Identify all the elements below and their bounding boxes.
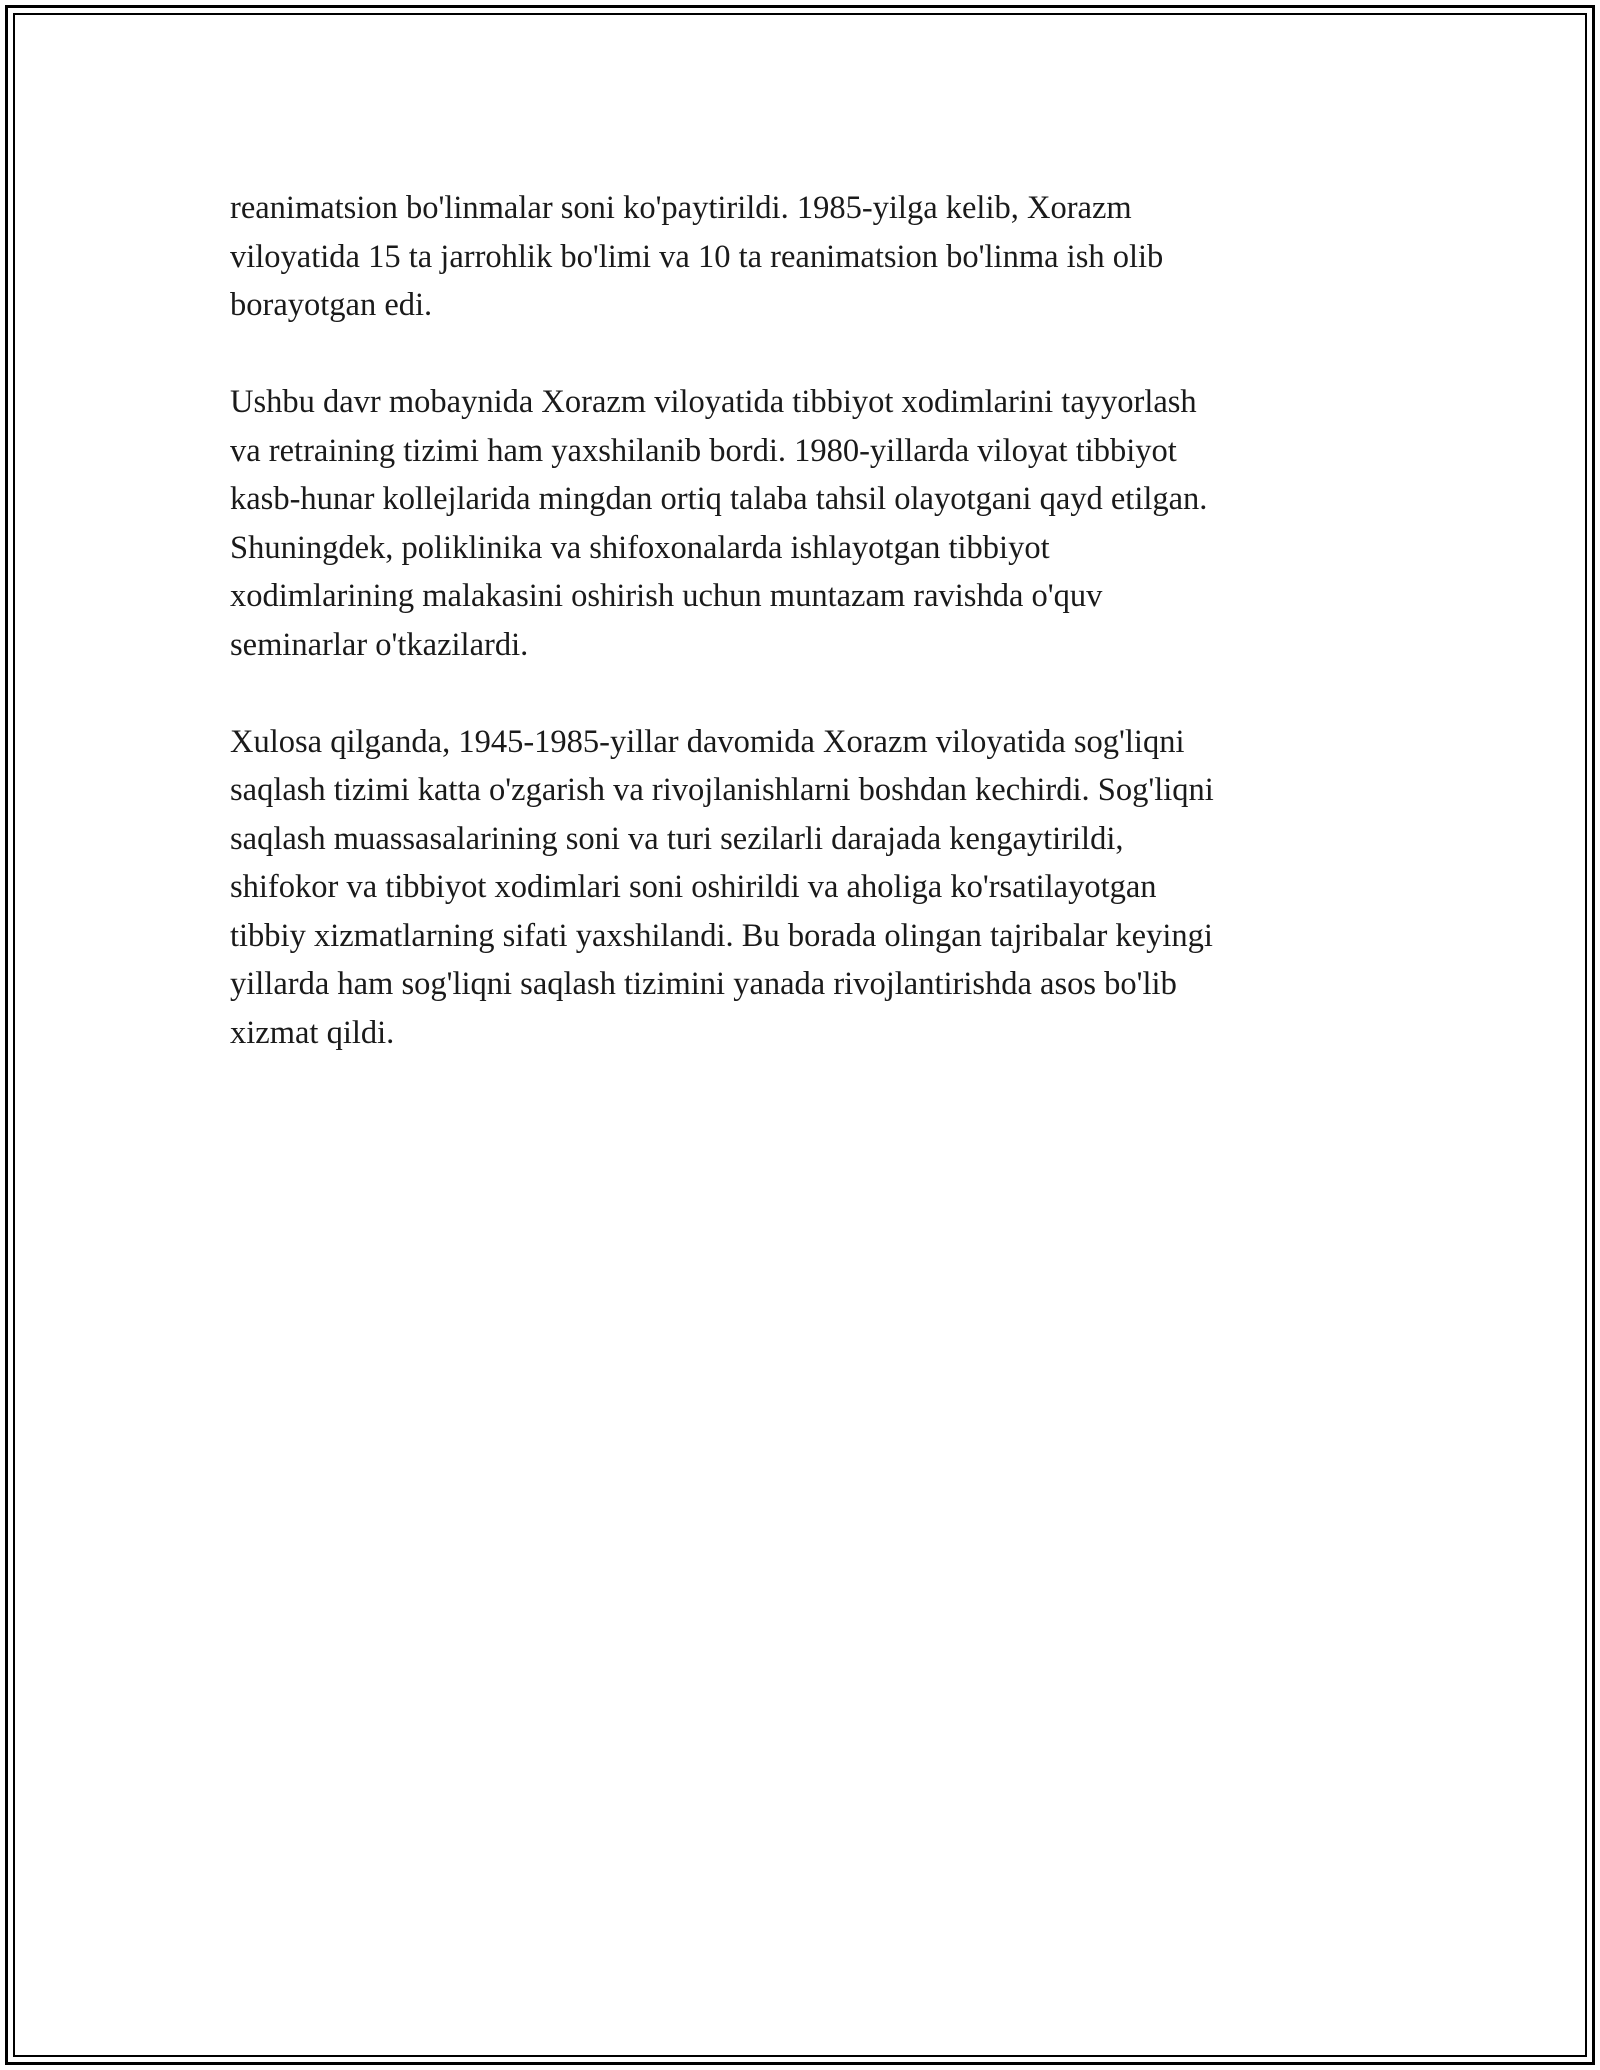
text-line: saqlash tizimi katta o'zgarish va rivojlanishlarni boshdan kechirdi. Sog'liqni bbox=[230, 772, 1214, 808]
text-line: borayotgan edi. bbox=[230, 287, 433, 323]
text-line: kasb-hunar kollejlarida mingdan ortiq talaba tahsil olayotgani qayd etilgan. bbox=[230, 481, 1208, 517]
text-line: Ushbu davr mobaynida Xorazm viloyatida tibbiyot xodimlarini tayyorlash bbox=[230, 384, 1197, 420]
text-line: seminarlar o'tkazilardi. bbox=[230, 626, 529, 663]
text-line: Shuningdek, poliklinika va shifoxonalarda ishlayotgan tibbiyot bbox=[230, 529, 1050, 566]
text-line: tibbiy xizmatlarning sifati yaxshilandi. Bu borada olingan tajribalar keyingi bbox=[230, 917, 1213, 954]
text-line: xodimlarining malakasini oshirish uchun muntazam ravishda o'quv bbox=[230, 578, 1103, 614]
document-body bbox=[230, 184, 1370, 1106]
text-line: va retraining tizimi ham yaxshilanib bordi. 1980-yillarda viloyat tibbiyot bbox=[230, 432, 1177, 469]
text-line: saqlash muassasalarining soni va turi sezilarli darajada kengaytirildi, bbox=[230, 820, 1124, 857]
text-line: yillarda ham sog'liqni saqlash tizimini yanada rivojlantirishda asos bo'lib bbox=[230, 966, 1177, 1002]
paragraph-3 bbox=[230, 718, 1370, 1058]
text-line: xizmat qildi. bbox=[230, 1014, 395, 1051]
text-line: shifokor va tibbiyot xodimlari soni oshirildi va aholiga ko'rsatilayotgan bbox=[230, 869, 1157, 905]
text-line: Xulosa qilganda, 1945-1985-yillar davomida Xorazm viloyatida sog'liqni bbox=[230, 723, 1185, 760]
text-line: reanimatsion bo'linmalar soni ko'paytirildi. 1985-yilga kelib, Xorazm bbox=[230, 190, 1132, 226]
paragraph-2 bbox=[230, 378, 1370, 669]
text-line: viloyatida 15 ta jarrohlik bo'limi va 10 ta reanimatsion bo'linma ish olib bbox=[230, 238, 1164, 275]
paragraph-1 bbox=[230, 184, 1370, 330]
